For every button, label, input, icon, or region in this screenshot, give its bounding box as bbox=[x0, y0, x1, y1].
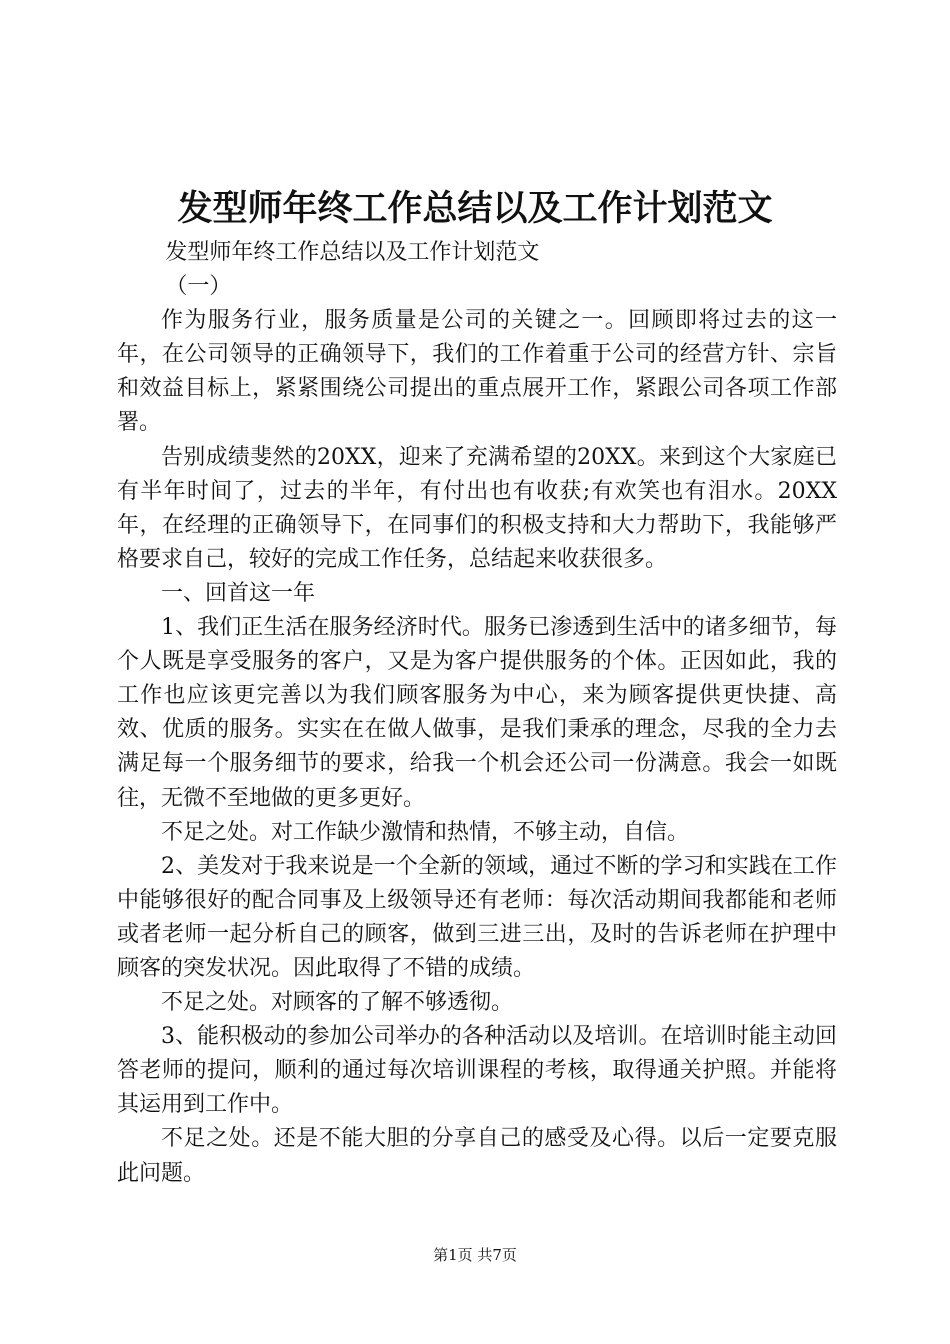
paragraph: 不足之处。还是不能大胆的分享自己的感受及心得。以后一定要克服此问题。 bbox=[117, 1126, 837, 1186]
paragraph: 告别成绩斐然的20XX，迎来了充满希望的20XX。来到这个大家庭已有半年时间了，过去的半年，有付出也有收获;有欢笑也有泪水。20XX年，在经理的正确领导下，在同事们的积极支持和大力帮助下，我能够严格要求自己，较好的完成工作任务，总结起来收获很多。 bbox=[117, 444, 837, 572]
section-heading: 一、回首这一年 bbox=[161, 580, 316, 606]
document-title: 发型师年终工作总结以及工作计划范文 bbox=[177, 188, 773, 229]
paragraph: 3、能积极动的参加公司举办的各种活动以及培训。在培训时能主动回答老师的提问，顺利的通过每次培训课程的考核，取得通关护照。并能将其运用到工作中。 bbox=[117, 1024, 837, 1118]
page-footer: 第1页 共7页 bbox=[433, 1246, 517, 1264]
document-body bbox=[117, 236, 837, 1191]
paragraph: 1、我们正生活在服务经济时代。服务已渗透到生活中的诸多细节，每个人既是享受服务的客户，又是为客户提供服务的个体。正因如此，我的工作也应该更完善以为我们顾客服务为中心，来为顾客提供更快捷、高效、优质的服务。实实在在做人做事，是我们秉承的理念，尽我的全力去满足每一个服务细节的要求，给我一个机会还公司一份满意。我会一如既往，无微不至地做的更多更好。 bbox=[117, 615, 837, 811]
paragraph: 2、美发对于我来说是一个全新的领域，通过不断的学习和实践在工作中能够很好的配合同事及上级领导还有老师：每次活动期间我都能和老师或者老师一起分析自己的顾客，做到三进三出，及时的告诉老师在护理中顾客的突发状况。因此取得了不错的成绩。 bbox=[117, 853, 837, 981]
paragraph: 不足之处。对顾客的了解不够透彻。 bbox=[161, 990, 514, 1016]
section-marker: （一） bbox=[165, 274, 232, 300]
paragraph: 作为服务行业，服务质量是公司的关键之一。回顾即将过去的这一年，在公司领导的正确领导下，我们的工作着重于公司的经营方针、宗旨和效益目标上，紧紧围绕公司提出的重点展开工作，紧跟公司各项工作部署。 bbox=[117, 308, 837, 436]
paragraph: 不足之处。对工作缺少激情和热情，不够主动，自信。 bbox=[161, 819, 690, 845]
document-subtitle: 发型师年终工作总结以及工作计划范文 bbox=[165, 240, 540, 265]
